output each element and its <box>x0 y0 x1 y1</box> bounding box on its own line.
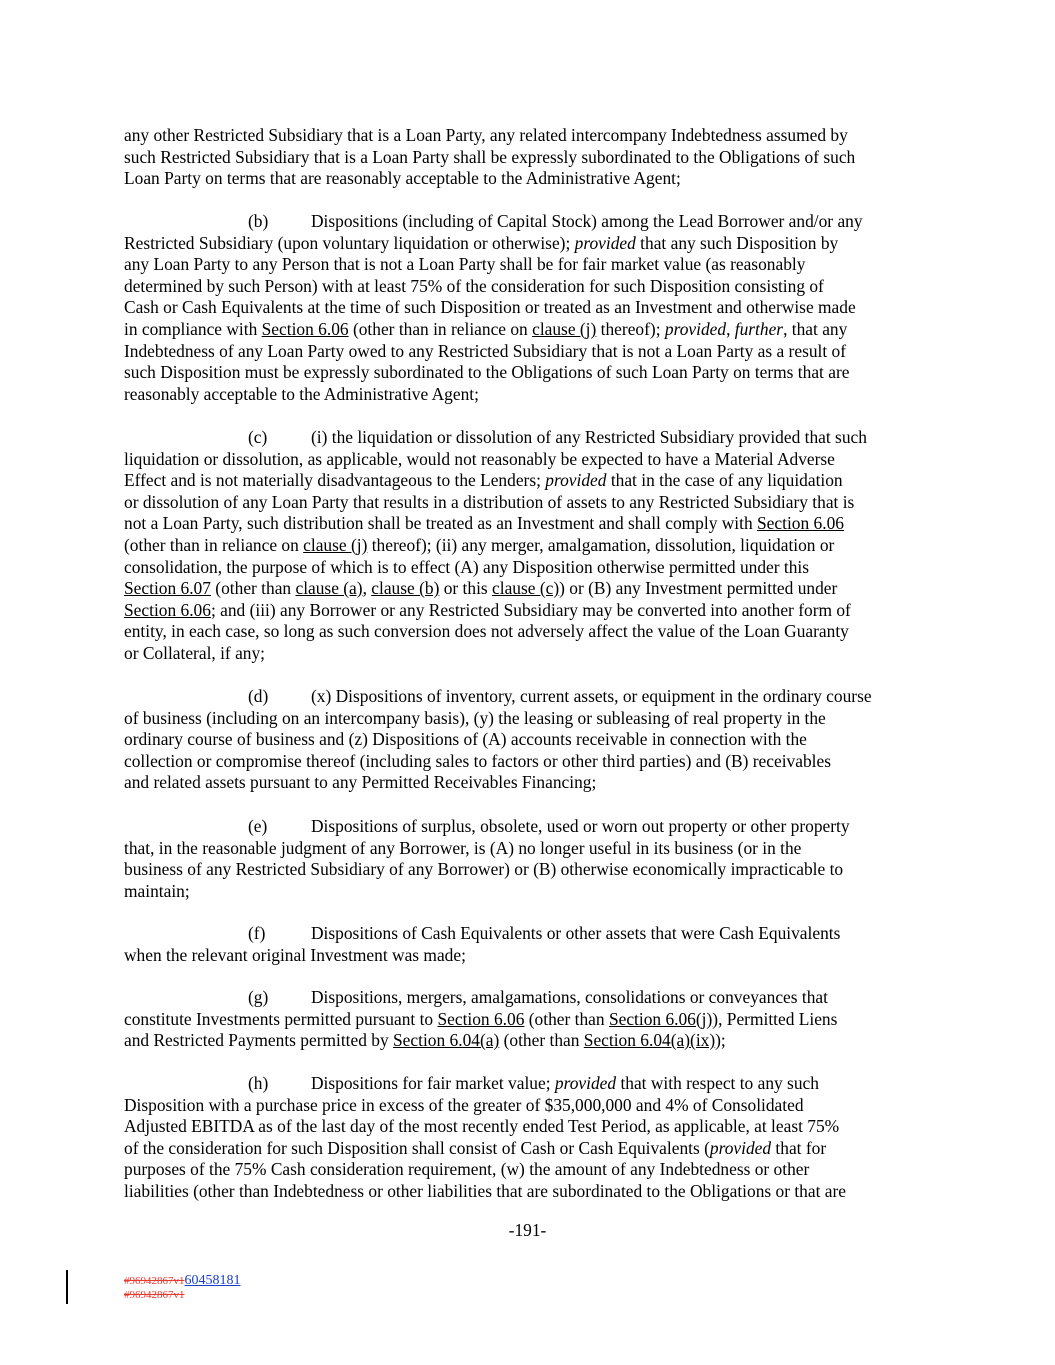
text-line: business of any Restricted Subsidiary of any Borrower) or (B) otherwise economically impracticable to <box>124 859 844 880</box>
text-line: consolidation, the purpose of which is to effect (A) any Disposition otherwise permitted under this <box>124 556 810 577</box>
italic-term: provided <box>664 318 727 339</box>
text-line: (h) Dispositions for fair market value; provided that with respect to any such <box>248 1073 819 1093</box>
text-line: (g) Dispositions, mergers, amalgamations, consolidations or conveyances that <box>248 987 828 1007</box>
text-line: collection or compromise thereof (including sales to factors or other third parties) and (B) receivables <box>124 750 831 771</box>
text-line: Cash or Cash Equivalents at the time of such Disposition or treated as an Investment and otherwise made <box>124 297 856 318</box>
text-line: entity, in each case, so long as such conversion does not adversely affect the value of the Loan Guaranty <box>124 621 849 642</box>
text-line: (other than in reliance on clause (j) thereof); (ii) any merger, amalgamation, dissolution, liquidation or <box>124 534 835 555</box>
text-line: and related assets pursuant to any Permitted Receivables Financing; <box>124 772 597 793</box>
italic-term: further <box>734 318 784 339</box>
italic-term: provided <box>574 232 636 253</box>
text-line: (f) Dispositions of Cash Equivalents or other assets that were Cash Equivalents <box>248 923 841 943</box>
clause-label: (h) <box>248 1073 269 1093</box>
clause-d <box>124 686 930 794</box>
clause-reference: clause (j) <box>532 318 597 339</box>
clause-reference: clause (c) <box>492 578 560 599</box>
inserted-doc-id: 60458181 <box>184 1273 241 1288</box>
text-line: that, in the reasonable judgment of any Borrower, is (A) no longer useful in its business (or in the <box>124 837 802 858</box>
italic-term: provided <box>709 1137 772 1158</box>
section-reference: Section 6.04(a) <box>393 1030 500 1051</box>
page-number: -191- <box>508 1220 547 1240</box>
clause-reference: clause (j) <box>303 534 368 555</box>
text-line: Restricted Subsidiary (upon voluntary liquidation or otherwise); provided that any such Disposition by <box>124 232 839 253</box>
text-line: liabilities (other than Indebtedness or other liabilities that are subordinated to the Obligations or that are <box>124 1180 846 1201</box>
text-line: Section 6.06; and (iii) any Borrower or any Restricted Subsidiary may be converted into another form of <box>124 599 851 620</box>
text-line: when the relevant original Investment was made; <box>124 944 466 965</box>
text-line: constitute Investments permitted pursuant to Section 6.06 (other than Section 6.06(j)), Permitted Liens <box>124 1008 838 1029</box>
section-reference: Section 6.04(a)(ix) <box>583 1030 716 1051</box>
text-line: and Restricted Payments permitted by Section 6.04(a) (other than Section 6.04(a)(ix)); <box>124 1030 726 1051</box>
text-line: not a Loan Party, such distribution shall be treated as an Investment and shall comply with Section 6.06 <box>124 513 844 534</box>
section-reference: Section 6.06(j) <box>608 1008 713 1029</box>
deleted-doc-id: #96942867v1 <box>124 1275 185 1287</box>
clause-label: (d) <box>248 686 269 706</box>
text-line: maintain; <box>124 880 190 901</box>
text-line: Section 6.07 (other than clause (a), clause (b) or this clause (c)) or (B) any Investment permitted under <box>124 578 838 599</box>
text-line: such Disposition must be expressly subordinated to the Obligations of such Loan Party on terms that are <box>124 362 850 383</box>
text-line: or dissolution of any Loan Party that results in a distribution of assets to any Restricted Subsidiary that is <box>124 491 855 512</box>
text-line: or Collateral, if any; <box>124 642 266 663</box>
text-line: Adjusted EBITDA as of the last day of the most recently ended Test Period, as applicable, at least 75% <box>124 1116 840 1137</box>
section-reference: Section 6.06 <box>124 599 211 620</box>
text-line: any other Restricted Subsidiary that is a Loan Party, any related intercompany Indebtedness assumed by <box>124 125 848 145</box>
text-line: (c) (i) the liquidation or dissolution of any Restricted Subsidiary provided that such <box>248 427 867 447</box>
clause-c <box>124 427 930 665</box>
clause-h <box>124 1073 930 1203</box>
text-line: of business (including on an intercompany basis), (y) the leasing or subleasing of real property in the <box>124 707 826 728</box>
section-reference: Section 6.06 <box>261 318 349 339</box>
section-reference: Section 6.06 <box>437 1008 525 1029</box>
text-line: of the consideration for such Disposition shall consist of Cash or Cash Equivalents (provided that for <box>124 1137 827 1158</box>
section-reference: Section 6.06 <box>757 513 844 534</box>
paragraph-continuation <box>124 125 930 190</box>
text-line: Disposition with a purchase price in excess of the greater of $35,000,000 and 4% of Consolidated <box>124 1094 804 1115</box>
clause-label: (c) <box>248 427 268 447</box>
text-line: determined by such Person) with at least 75% of the consideration for such Disposition consisting of <box>124 275 824 296</box>
text-line: (e) Dispositions of surplus, obsolete, used or worn out property or other property <box>248 816 850 836</box>
clause-f <box>124 923 930 966</box>
text-line: such Restricted Subsidiary that is a Loan Party shall be expressly subordinated to the Obligations of such <box>124 146 856 167</box>
text-line: any Loan Party to any Person that is not a Loan Party shall be for fair market value (as reasonably <box>124 254 806 275</box>
text-line: Loan Party on terms that are reasonably acceptable to the Administrative Agent; <box>124 168 681 189</box>
italic-term: provided <box>554 1073 617 1093</box>
change-bar <box>66 1270 68 1304</box>
italic-term: provided <box>545 470 607 491</box>
clause-e <box>124 816 930 902</box>
text-line: Indebtedness of any Loan Party owed to any Restricted Subsidiary that is not a Loan Party as a result of <box>124 340 847 361</box>
document-id-secondary <box>124 1289 185 1301</box>
text-line: (b) Dispositions (including of Capital Stock) among the Lead Borrower and/or any <box>248 211 863 231</box>
deleted-doc-id: #96942867v1 <box>124 1289 185 1301</box>
text-line: reasonably acceptable to the Administrative Agent; <box>124 383 479 404</box>
clause-reference: clause (a) <box>295 578 363 599</box>
clause-g <box>124 987 930 1052</box>
text-line: in compliance with Section 6.06 (other than in reliance on clause (j) thereof); provided, further, that any <box>124 318 848 339</box>
document-id <box>124 1275 241 1287</box>
clause-label: (b) <box>248 211 269 231</box>
clause-label: (f) <box>248 923 266 943</box>
text-line: Effect and is not materially disadvantageous to the Lenders; provided that in the case of any liquidation <box>124 470 843 491</box>
section-reference: Section 6.07 <box>124 578 211 599</box>
clause-label: (e) <box>248 816 268 836</box>
clause-label: (g) <box>248 987 269 1007</box>
clause-b <box>124 211 930 405</box>
text-line: purposes of the 75% Cash consideration requirement, (w) the amount of any Indebtedness or other <box>124 1159 810 1180</box>
text-line: liquidation or dissolution, as applicable, would not reasonably be expected to have a Material Adverse <box>124 448 835 469</box>
text-line: (d) (x) Dispositions of inventory, current assets, or equipment in the ordinary course <box>248 686 872 706</box>
text-line: ordinary course of business and (z) Dispositions of (A) accounts receivable in connection with the <box>124 729 807 750</box>
clause-reference: clause (b) <box>371 578 440 599</box>
